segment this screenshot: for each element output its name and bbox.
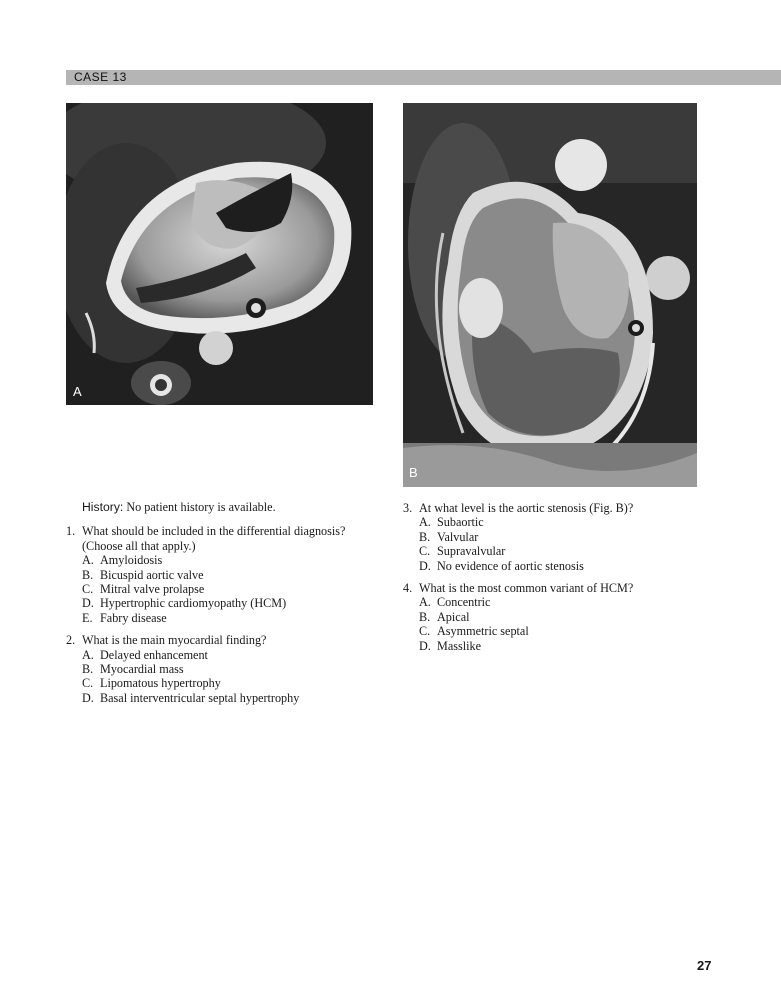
question-text: At what level is the aortic stenosis (Fig. B)?: [419, 501, 634, 515]
option-text: Basal interventricular septal hypertrophy: [100, 690, 300, 705]
right-question-column: [403, 501, 703, 661]
question-2: [66, 633, 366, 705]
option-text: Asymmetric septal: [437, 624, 529, 639]
option-letter: D.: [82, 690, 94, 705]
option: [66, 662, 366, 676]
figure-b-label: B: [409, 465, 418, 480]
case-label: CASE 13: [74, 70, 127, 84]
option-text: Lipomatous hypertrophy: [100, 676, 221, 691]
question-number: 1.: [66, 524, 76, 539]
question-text: What should be included in the differential diagnosis? (Choose all that apply.): [82, 524, 346, 553]
option-text: Hypertrophic cardiomyopathy (HCM): [100, 596, 287, 611]
option-text: Delayed enhancement: [100, 647, 208, 662]
option-letter: A.: [419, 515, 431, 530]
option-text: Myocardial mass: [100, 662, 184, 677]
option: [403, 530, 703, 544]
left-question-column: [66, 500, 366, 713]
case-header-bar: [66, 70, 781, 85]
option: [66, 596, 366, 610]
history: [82, 500, 366, 514]
history-text: No patient history is available.: [126, 500, 276, 514]
option-text: Supravalvular: [437, 544, 506, 559]
option-letter: A.: [419, 595, 431, 610]
option-letter: A.: [82, 553, 94, 568]
option-text: Mitral valve prolapse: [100, 582, 205, 597]
option-letter: E.: [82, 610, 93, 625]
option-text: Concentric: [437, 595, 491, 610]
option-letter: B.: [82, 567, 94, 582]
option-text: Fabry disease: [100, 610, 167, 625]
question-1: [66, 524, 366, 625]
option: [66, 691, 366, 705]
option-text: Masslike: [437, 638, 482, 653]
option-letter: D.: [419, 638, 431, 653]
question-3: [403, 501, 703, 573]
question-number: 2.: [66, 633, 76, 648]
option: [403, 624, 703, 638]
question-number: 4.: [403, 581, 413, 596]
history-label: History:: [82, 500, 124, 514]
option-letter: D.: [419, 558, 431, 573]
option: [403, 559, 703, 573]
option-text: Apical: [437, 609, 470, 624]
option-letter: C.: [419, 624, 431, 639]
question-text: What is the most common variant of HCM?: [419, 581, 634, 596]
question-4: [403, 581, 703, 653]
figure-b-mri-image: [403, 103, 697, 487]
option-letter: B.: [419, 609, 431, 624]
option-text: Subaortic: [437, 515, 484, 530]
option-letter: C.: [82, 676, 94, 691]
option-text: Valvular: [437, 529, 479, 544]
option-letter: D.: [82, 596, 94, 611]
option: [66, 611, 366, 625]
option-letter: C.: [419, 544, 431, 559]
figure-a-mri-image: [66, 103, 373, 405]
question-text: What is the main myocardial finding?: [82, 633, 267, 648]
option: [403, 639, 703, 653]
figure-a-illustration: [66, 103, 373, 405]
option-text: Bicuspid aortic valve: [100, 567, 204, 582]
option: [66, 676, 366, 690]
option-letter: B.: [419, 529, 431, 544]
option: [403, 610, 703, 624]
option-text: No evidence of aortic stenosis: [437, 558, 584, 573]
option-letter: C.: [82, 582, 94, 597]
option: [403, 595, 703, 609]
question-number: 3.: [403, 501, 413, 515]
option-letter: A.: [82, 647, 94, 662]
option: [403, 515, 703, 529]
option: [66, 568, 366, 582]
option: [66, 582, 366, 596]
option-letter: B.: [82, 662, 94, 677]
figure-b-illustration: [403, 103, 697, 487]
page-number: 27: [697, 958, 712, 973]
option-text: Amyloidosis: [100, 553, 163, 568]
option: [66, 648, 366, 662]
option: [66, 553, 366, 567]
option: [403, 544, 703, 558]
figure-a-label: A: [73, 384, 82, 399]
